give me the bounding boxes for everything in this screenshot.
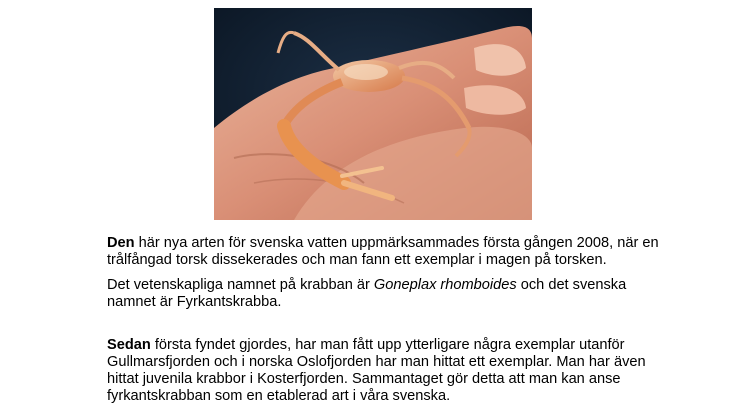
paragraph-discovery	[107, 235, 667, 269]
paragraph-lead: Sedan	[107, 337, 151, 353]
paragraph-lead: Den	[107, 235, 135, 251]
article-text	[107, 235, 667, 405]
crab-on-hand-icon	[214, 8, 532, 220]
paragraph-body-after: och det svenska namnet är Fyrkantskrabba.	[107, 277, 627, 310]
crab-photo	[214, 8, 532, 220]
paragraph-body: här nya arten för svenska vatten uppmärksammades första gången 2008, när en trålfångad torsk dissekerades och man fann ett exemplar i magen på torsken.	[107, 235, 659, 268]
paragraph-name	[107, 277, 667, 311]
paragraph-findings	[107, 337, 667, 405]
paragraph-body-before: Det vetenskapliga namnet på krabban är	[107, 277, 374, 293]
paragraph-body: första fyndet gjordes, har man fått upp ytterligare några exemplar utanför Gullmarsfjorden och i norska Oslofjorden har man hittat ett exemplar. Man har även hittat juvenila krabbor i Kosterfjorden. Sammantaget gör detta att man kan anse fyrkantskrabban som en etablerad art i våra svenska.	[107, 337, 646, 404]
species-name: Goneplax rhomboides	[373, 277, 517, 293]
